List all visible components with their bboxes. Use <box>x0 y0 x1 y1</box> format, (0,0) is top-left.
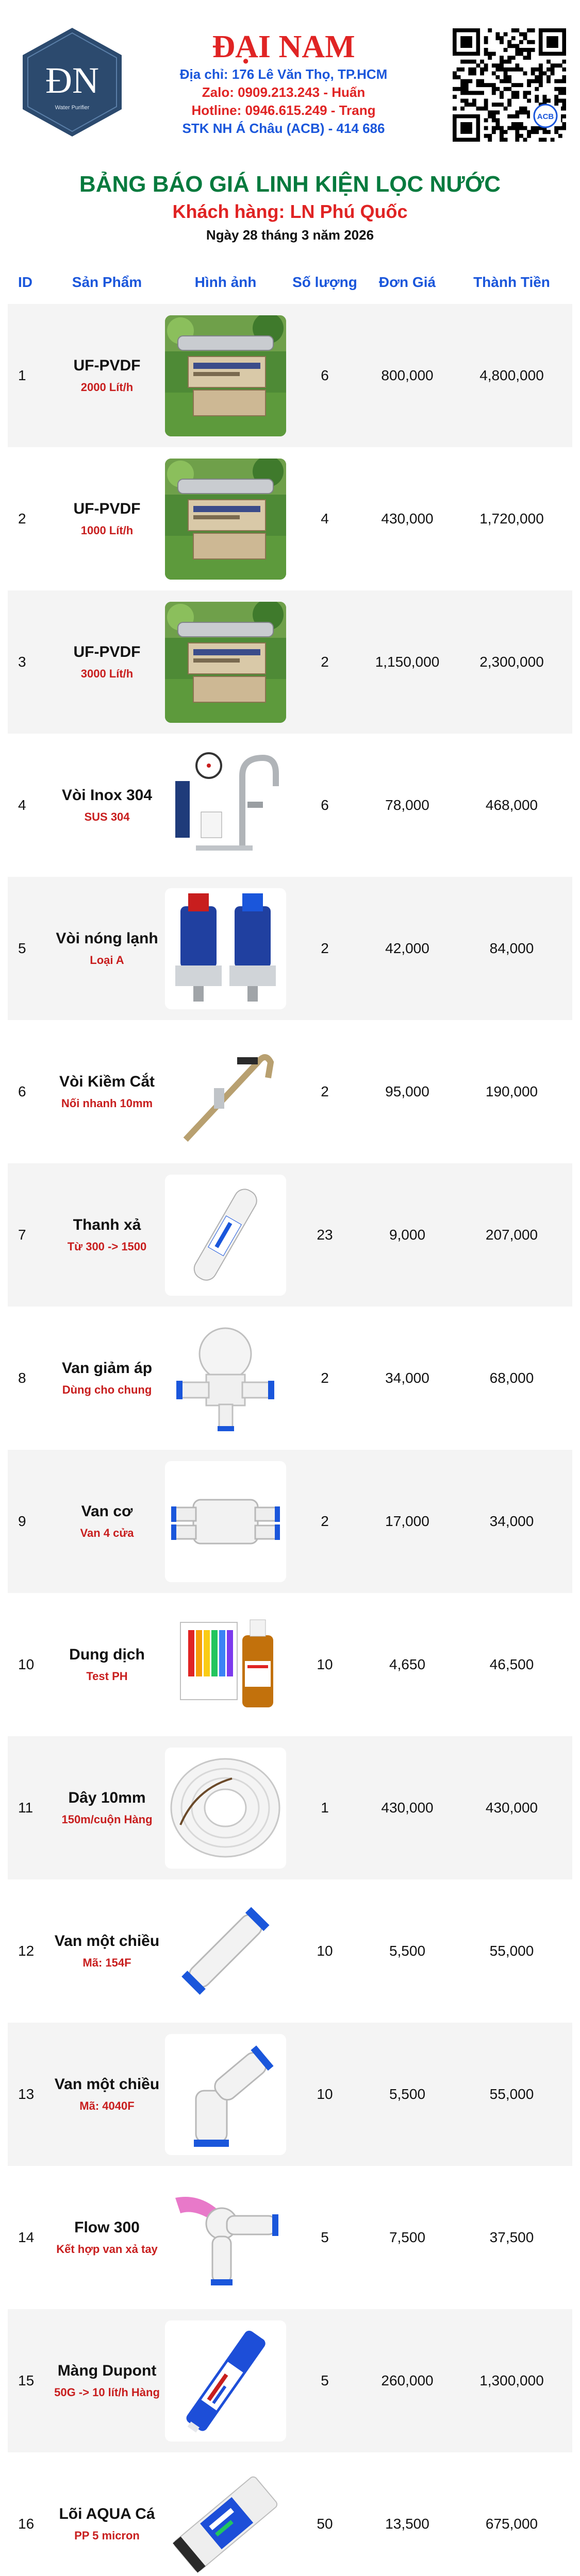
row-total: 55,000 <box>489 2086 534 2102</box>
row-id: 9 <box>18 1513 26 1529</box>
row-image-cell <box>165 1318 286 1439</box>
row-image-cell <box>165 602 286 723</box>
row-qty: 2 <box>321 654 329 670</box>
table-row <box>8 1593 572 1736</box>
product-image <box>165 315 286 436</box>
row-product <box>49 1788 165 1828</box>
row-total: 190,000 <box>485 1083 538 1099</box>
row-price: 430,000 <box>381 511 434 527</box>
header-product: Sản Phẩm <box>72 274 142 290</box>
row-price: 17,000 <box>385 1513 429 1529</box>
row-total: 207,000 <box>485 1227 538 1243</box>
row-price: 7,500 <box>389 2229 426 2245</box>
row-image-cell <box>165 1461 286 1582</box>
row-product <box>49 928 165 969</box>
row-price: 4,650 <box>389 1656 426 1672</box>
row-product <box>49 2361 165 2401</box>
row-image-cell <box>165 459 286 580</box>
product-name: UF-PVDF <box>73 643 141 660</box>
row-image-cell <box>165 2177 286 2298</box>
table-row <box>8 734 572 877</box>
row-id: 1 <box>18 367 26 383</box>
row-qty: 2 <box>321 940 329 956</box>
product-desc: 50G -> 10 lít/h Hàng <box>54 2386 160 2399</box>
product-name: Màng Dupont <box>57 2362 157 2379</box>
product-name: UF-PVDF <box>73 357 141 374</box>
product-desc: 150m/cuộn Hàng <box>61 1813 153 1826</box>
table-row <box>8 2166 572 2309</box>
product-image <box>165 1461 286 1582</box>
product-desc: 2000 Lít/h <box>80 381 134 394</box>
table-row <box>8 1879 572 2023</box>
customer-name: Khách hàng: LN Phú Quốc <box>172 201 408 222</box>
table-row <box>8 304 572 447</box>
row-price: 1,150,000 <box>375 654 440 670</box>
product-image <box>165 2034 286 2155</box>
row-product <box>49 2504 165 2544</box>
row-id: 15 <box>18 2372 35 2388</box>
header-price: Đơn Giá <box>378 274 436 290</box>
product-desc: 3000 Lít/h <box>80 667 134 680</box>
product-desc: Kết hợp van xả tay <box>56 2243 158 2256</box>
row-id: 14 <box>18 2229 35 2245</box>
row-total: 2,300,000 <box>479 654 544 670</box>
price-table <box>8 260 572 2576</box>
row-total: 37,500 <box>489 2229 534 2245</box>
row-image-cell <box>165 2320 286 2442</box>
row-id: 12 <box>18 1943 35 1959</box>
table-row <box>8 1020 572 1163</box>
row-product <box>49 642 165 682</box>
row-price: 5,500 <box>389 2086 426 2102</box>
row-total: 1,300,000 <box>479 2372 544 2388</box>
row-image-cell <box>165 1891 286 2012</box>
row-image-cell <box>165 1175 286 1296</box>
row-total: 468,000 <box>485 797 538 813</box>
table-row <box>8 1736 572 1879</box>
product-name: Dây 10mm <box>68 1789 146 1806</box>
row-qty: 5 <box>321 2229 329 2245</box>
row-id: 4 <box>18 797 26 813</box>
company-zalo: Zalo: 0909.213.243 - Huấn <box>202 84 366 100</box>
row-price: 260,000 <box>381 2372 434 2388</box>
logo-text: ĐN <box>45 60 99 101</box>
product-image <box>165 2177 286 2298</box>
row-id: 16 <box>18 2516 35 2532</box>
quote-date: Ngày 28 tháng 3 năm 2026 <box>206 227 374 243</box>
row-product <box>49 1931 165 1971</box>
product-name: Van một chiều <box>54 2076 160 2093</box>
row-total: 55,000 <box>489 1943 534 1959</box>
row-qty: 10 <box>317 1656 333 1672</box>
row-price: 78,000 <box>385 797 429 813</box>
table-row <box>8 1163 572 1307</box>
row-total: 675,000 <box>485 2516 538 2532</box>
row-id: 2 <box>18 511 26 527</box>
product-image <box>165 459 286 580</box>
row-qty: 6 <box>321 367 329 383</box>
product-image <box>165 1748 286 1869</box>
row-qty: 4 <box>321 511 329 527</box>
product-name: Van cơ <box>81 1503 133 1520</box>
row-price: 34,000 <box>385 1370 429 1386</box>
row-total: 34,000 <box>489 1513 534 1529</box>
header-image: Hình ảnh <box>194 274 257 290</box>
row-product <box>49 785 165 825</box>
product-image <box>165 1175 286 1296</box>
company-hotline: Hotline: 0946.615.249 - Trang <box>191 103 376 118</box>
row-id: 3 <box>18 654 26 670</box>
product-name: Vòi Inox 304 <box>61 787 153 804</box>
product-name: Vòi Kiềm Cắt <box>59 1073 155 1090</box>
product-image <box>165 745 286 866</box>
product-desc: PP 5 micron <box>74 2529 140 2542</box>
row-image-cell <box>165 745 286 866</box>
product-desc: Mã: 154F <box>82 1956 131 1969</box>
row-image-cell <box>165 1748 286 1869</box>
row-total: 4,800,000 <box>479 367 544 383</box>
row-price: 95,000 <box>385 1083 429 1099</box>
header-qty: Số lượng <box>292 274 357 290</box>
product-desc: 1000 Lít/h <box>80 524 134 537</box>
product-desc: SUS 304 <box>84 810 130 823</box>
product-name: Flow 300 <box>74 2219 140 2236</box>
row-price: 5,500 <box>389 1943 426 1959</box>
company-info <box>129 28 438 138</box>
table-row <box>8 2452 572 2576</box>
row-id: 5 <box>18 940 26 956</box>
row-id: 13 <box>18 2086 35 2102</box>
row-qty: 2 <box>321 1083 329 1099</box>
row-total: 1,720,000 <box>479 511 544 527</box>
row-image-cell <box>165 315 286 436</box>
product-name: UF-PVDF <box>73 500 141 517</box>
company-name: ĐẠI NAM <box>212 29 355 64</box>
header <box>0 0 580 155</box>
product-desc: Test PH <box>86 1670 128 1683</box>
row-qty: 50 <box>317 2516 333 2532</box>
row-price: 9,000 <box>389 1227 426 1243</box>
table-row <box>8 1307 572 1450</box>
header-total: Thành Tiền <box>473 274 550 290</box>
product-image <box>165 1318 286 1439</box>
row-price: 430,000 <box>381 1800 434 1816</box>
product-desc: Mã: 4040F <box>79 2099 135 2112</box>
row-qty: 10 <box>317 2086 333 2102</box>
product-desc: Từ 300 -> 1500 <box>67 1240 147 1253</box>
row-id: 11 <box>18 1800 34 1816</box>
row-id: 6 <box>18 1083 26 1099</box>
product-name: Thanh xả <box>73 1216 141 1233</box>
row-qty: 5 <box>321 2372 329 2388</box>
product-image <box>165 2464 286 2576</box>
product-name: Van giảm áp <box>61 1360 153 1377</box>
row-product <box>49 1501 165 1541</box>
row-product <box>49 1358 165 1398</box>
table-row <box>8 2023 572 2166</box>
row-image-cell <box>165 2034 286 2155</box>
row-qty: 2 <box>321 1513 329 1529</box>
row-qty: 23 <box>317 1227 333 1243</box>
product-image <box>165 1604 286 1725</box>
row-id: 10 <box>18 1656 35 1672</box>
row-id: 8 <box>18 1370 26 1386</box>
company-logo <box>21 27 124 138</box>
row-product <box>49 2217 165 2258</box>
header-id: ID <box>18 274 32 290</box>
product-desc: Van 4 cửa <box>80 1527 134 1539</box>
table-row <box>8 877 572 1020</box>
product-name: Dung dịch <box>69 1646 145 1663</box>
product-image <box>165 888 286 1009</box>
row-image-cell <box>165 888 286 1009</box>
row-qty: 10 <box>317 1943 333 1959</box>
row-image-cell <box>165 2464 286 2576</box>
product-name: Vòi nóng lạnh <box>56 930 158 947</box>
product-image <box>165 1031 286 1153</box>
row-id: 7 <box>18 1227 26 1243</box>
row-total: 46,500 <box>489 1656 534 1672</box>
quote-title: BẢNG BÁO GIÁ LINH KIỆN LỌC NƯỚC <box>79 172 501 197</box>
row-qty: 6 <box>321 797 329 813</box>
product-desc: Dùng cho chung <box>62 1383 152 1396</box>
row-image-cell <box>165 1031 286 1153</box>
row-image-cell <box>165 1604 286 1725</box>
row-qty: 1 <box>321 1800 329 1816</box>
product-name: Lõi AQUA Cá <box>59 2505 155 2522</box>
row-total: 68,000 <box>489 1370 534 1386</box>
row-qty: 2 <box>321 1370 329 1386</box>
qr-badge: ACB <box>537 112 554 121</box>
product-desc: Nối nhanh 10mm <box>61 1097 153 1110</box>
product-image <box>165 1891 286 2012</box>
table-header <box>8 260 572 304</box>
row-price: 42,000 <box>385 940 429 956</box>
product-name: Van một chiều <box>54 1933 160 1950</box>
product-desc: Loại A <box>90 954 124 967</box>
row-price: 800,000 <box>381 367 434 383</box>
row-product <box>49 355 165 396</box>
product-image <box>165 2320 286 2442</box>
company-address: Địa chỉ: 176 Lê Văn Thọ, TP.HCM <box>179 66 388 82</box>
row-product <box>49 1215 165 1255</box>
qr-code <box>453 28 566 142</box>
row-product <box>49 1072 165 1112</box>
table-row <box>8 1450 572 1593</box>
table-row <box>8 590 572 734</box>
table-row <box>8 2309 572 2452</box>
title-block <box>0 170 580 245</box>
svg-text:Water Purifier: Water Purifier <box>55 105 90 111</box>
row-product <box>49 2074 165 2114</box>
company-bank: STK NH Á Châu (ACB) - 414 686 <box>182 121 385 136</box>
table-body <box>8 304 572 2576</box>
row-total: 84,000 <box>489 940 534 956</box>
table-row <box>8 447 572 590</box>
row-price: 13,500 <box>385 2516 429 2532</box>
product-image <box>165 602 286 723</box>
row-product <box>49 499 165 539</box>
row-product <box>49 1645 165 1685</box>
row-total: 430,000 <box>485 1800 538 1816</box>
